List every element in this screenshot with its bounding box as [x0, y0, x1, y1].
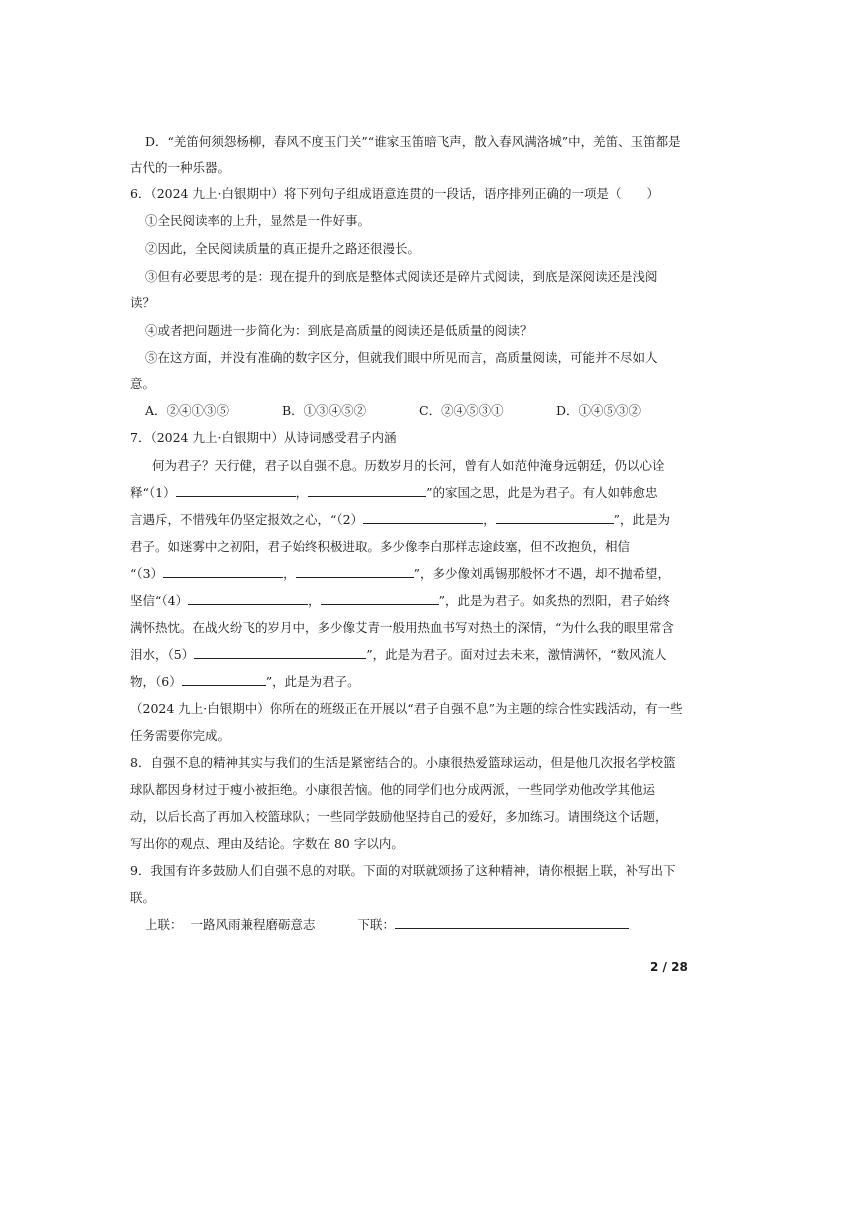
blank-4a[interactable] [188, 592, 308, 605]
blank-4b[interactable] [321, 592, 439, 605]
q6-option-d[interactable]: D．①④⑤③② [556, 403, 642, 418]
q6-option-b[interactable]: B．①③④⑤② [282, 403, 367, 418]
blank-5[interactable] [194, 646, 366, 659]
lower-couplet-blank[interactable] [395, 916, 629, 929]
blank-6[interactable] [182, 673, 266, 686]
upper-couplet-label: 上联： [145, 917, 183, 932]
lower-couplet-label: 下联： [357, 917, 396, 932]
question-8-line-1: 8．自强不息的精神其实与我们的生活是紧密结合的。小康很热爱篮球运动，但是他几次报名学校篮 [130, 755, 676, 770]
page-number: 2 / 28 [650, 960, 688, 974]
blank-3b[interactable] [296, 565, 414, 578]
question-6-stem: 6．（2024 九上·白银期中）将下列句子组成语意连贯的一段话，语序排列正确的一项是（ ） [130, 186, 659, 201]
q7-line-8: 泪水，（5） ”，此是为君子。面对过去未来，激情满怀，“数风流人 [130, 647, 667, 662]
q6-sentence-3a: ③但有必要思考的是：现在提升的到底是整体式阅读还是碎片式阅读，到底是深阅读还是浅阅 [145, 269, 658, 284]
blank-2a[interactable] [363, 511, 483, 524]
q7-line-3: 言遇斥，不惜残年仍坚定报效之心，“（2） ， ”，此是为 [130, 512, 671, 527]
q6-sentence-4: ④或者把问题进一步简化为：到底是高质量的阅读还是低质量的阅读？ [145, 323, 533, 338]
q7-line-2: 释“（1） ， ”的家国之思，此是为君子。有人如韩愈忠 [130, 485, 658, 500]
blank-1a[interactable] [176, 484, 296, 497]
q6-sentence-1: ①全民阅读率的上升，显然是一件好事。 [145, 213, 371, 228]
q7-line-9: 物，（6） ”，此是为君子。 [130, 674, 360, 689]
question-8-line-4: 写出你的观点、理由及结论。字数在 80 字以内。 [130, 836, 404, 851]
q6-options [145, 402, 641, 420]
q7-line-5: “（3） ， ”，多少像刘禹锡那般怀才不遇，却不抛希望， [130, 566, 671, 581]
upper-couplet-text: 一路风雨兼程磨砺意志 [190, 917, 316, 932]
prev-option-d-line2: 古代的一种乐器。 [130, 160, 231, 175]
question-8-line-2: 球队都因身材过于瘦小被拒绝。小康很苦恼。他的同学们也分成两派，一些同学劝他改学其他运 [130, 782, 656, 797]
question-8-line-3: 动，以后长高了再加入校篮球队；一些同学鼓励他坚持自己的爱好，多加练习。请围绕这个话题， [130, 809, 668, 824]
q7-line-7: 满怀热忱。在战火纷飞的岁月中，多少像艾青一般用热血书写对热土的深情，“为什么我的眼里常含 [130, 620, 674, 635]
q7-line-1: 何为君子？天行健，君子以自强不息。历数岁月的长河，曾有人如范仲淹身远朝廷，仍以心诠 [152, 458, 665, 473]
prev-option-d-line1: D．“羌笛何须怨杨柳，春风不度玉门关”“谁家玉笛暗飞声，散入春风满洛城”中，羌笛、玉笛都是 [145, 134, 681, 149]
activity-intro-line-2: 任务需要你完成。 [130, 728, 231, 743]
activity-intro-line-1: （2024 九上·白银期中）你所在的班级正在开展以“君子自强不息”为主题的综合性实践活动，有一些 [130, 701, 683, 716]
q6-sentence-2: ②因此，全民阅读质量的真正提升之路还很漫长。 [145, 241, 421, 256]
q6-option-c[interactable]: C．②④⑤③① [419, 403, 504, 418]
q6-sentence-5a: ⑤在这方面，并没有准确的数字区分，但就我们眼中所见而言，高质量阅读，可能并不尽如人 [145, 350, 658, 365]
q7-line-4: 君子。如迷雾中之初阳，君子始终积极进取。多少像李白那样志途歧塞，但不改抱负，相信 [130, 539, 631, 554]
q6-sentence-5b: 意。 [130, 376, 156, 391]
couplet-line [145, 916, 629, 934]
q6-option-a[interactable]: A．②④①③⑤ [145, 403, 230, 418]
question-9-line-2: 联。 [130, 890, 156, 905]
blank-2b[interactable] [496, 511, 614, 524]
question-7-stem: 7．（2024 九上·白银期中）从诗词感受君子内涵 [130, 430, 397, 445]
q7-line-6: 坚信“（4） ， ”，此是为君子。如炙热的烈阳，君子始终 [130, 593, 671, 608]
blank-1b[interactable] [308, 484, 426, 497]
blank-3a[interactable] [163, 565, 283, 578]
question-9-line-1: 9．我国有许多鼓励人们自强不息的对联。下面的对联就颂扬了这种精神，请你根据上联，补写出下 [130, 863, 676, 878]
q6-sentence-3b: 读？ [130, 295, 156, 310]
